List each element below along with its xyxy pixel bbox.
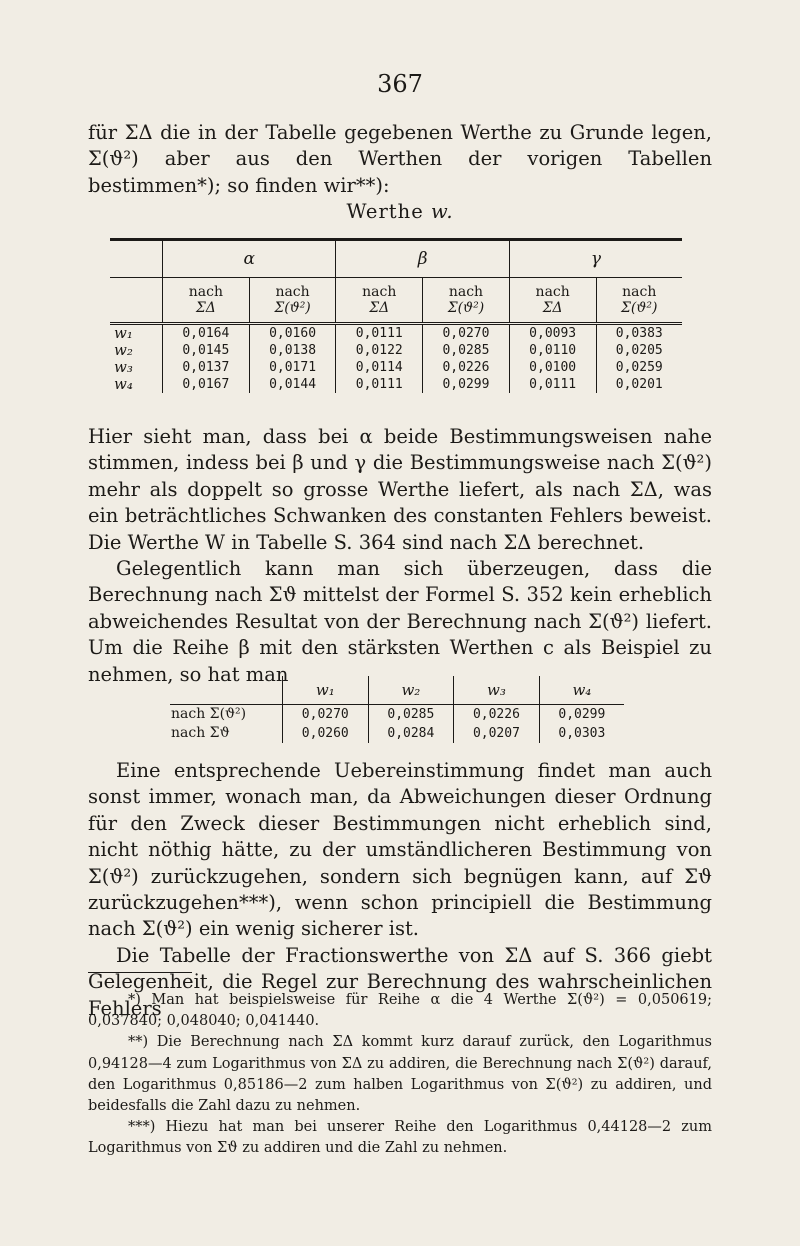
table-row: [110, 342, 682, 359]
group-header: α: [163, 240, 336, 278]
table-corner-sub: [110, 278, 163, 324]
werthe-w-table: [110, 238, 682, 393]
footnote-2: **) Die Berechnung nach ΣΔ kommt kurz darauf zurück, den Logarithmus 0,94128—4 zum Logarithmus von ΣΔ zu addiren, die Berechnung nach Σ(ϑ²) darauf, den Logarithmus 0,85186—2 zum halben Logarithmus von Σ(ϑ²) zu addiren, und beidesfalls die Zahl dazu zu nehmen.: [88, 1034, 712, 1115]
row-label: w₁: [114, 324, 133, 342]
table-cell: 0,0111: [336, 324, 423, 343]
row-label: w₂: [114, 341, 133, 359]
paragraph-intro-block: [88, 120, 712, 226]
table-cell: 0,0270: [423, 324, 510, 343]
table-cell: 0,0145: [163, 342, 250, 359]
row-label: nach Σϑ: [171, 725, 230, 741]
table-cell: 0,0122: [336, 342, 423, 359]
table-caption: [88, 199, 712, 225]
table-cell: 0,0259: [596, 359, 682, 376]
table-cell: 0,0284: [368, 724, 454, 743]
table-cell: 0,0160: [249, 324, 336, 343]
column-header: nach Σ(ϑ²): [596, 278, 682, 324]
column-header: w₁: [283, 676, 369, 705]
table-cell: 0,0093: [509, 324, 596, 343]
table-cell: 0,0167: [163, 376, 250, 393]
row-label: w₄: [114, 375, 133, 393]
table-row: [110, 324, 682, 343]
paragraph-example: Gelegentlich kann man sich überzeugen, dass die Berechnung nach Σϑ mittelst der Formel S. 352 kein erheblich abweichendes Resultat von der Berechnung nach Σ(ϑ²) liefert. Um die Reihe β mit den stärksten Werthen c als Beispiel zu nehmen, so hat man: [88, 557, 712, 686]
table-row: [170, 705, 624, 725]
table-cell: 0,0207: [454, 724, 540, 743]
table-row: [110, 376, 682, 393]
table-cell: 0,0137: [163, 359, 250, 376]
table-caption-prefix: Werthe: [346, 200, 431, 224]
group-header: γ: [509, 240, 682, 278]
paragraph-agreement-block: [88, 758, 712, 1022]
table-cell: 0,0299: [423, 376, 510, 393]
footnote-1: *) Man hat beispielsweise für Reihe α die 4 Werthe Σ(ϑ²) = 0,050619; 0,037840; 0,048040; 0,041440.: [88, 992, 712, 1030]
column-header: nach ΣΔ: [509, 278, 596, 324]
table-cell: 0,0111: [336, 376, 423, 393]
paragraph-agreement: Eine entsprechende Uebereinstimmung findet man auch sonst immer, wonach man, da Abweichungen dieser Ordnung für den Zweck dieser Bestimmungen nicht erheblich sind, nicht nöthig hätte, zu der umständlicheren Bestimmung von Σ(ϑ²) zurückzugehen, sondern sich begnügen kann, auf Σϑ zurückzugehen***), wenn schon principiell die Bestimmung nach Σ(ϑ²) ein wenig sicherer ist.: [88, 759, 712, 941]
column-header: nach ΣΔ: [163, 278, 250, 324]
row-label: nach Σ(ϑ²): [171, 706, 247, 722]
table-cell: 0,0270: [283, 705, 369, 725]
footnotes: [88, 990, 712, 1160]
column-header: w₃: [454, 676, 540, 705]
table-corner: [170, 676, 283, 705]
table-cell: 0,0114: [336, 359, 423, 376]
table-cell: 0,0171: [249, 359, 336, 376]
table-row: [110, 359, 682, 376]
table-cell: 0,0285: [423, 342, 510, 359]
table-cell: 0,0201: [596, 376, 682, 393]
table-cell: 0,0285: [368, 705, 454, 725]
table-cell: 0,0110: [509, 342, 596, 359]
table-caption-var: w.: [430, 200, 454, 224]
footnote-3: ***) Hiezu hat man bei unserer Reihe den Logarithmus 0,44128—2 zum Logarithmus von Σϑ zu addiren und die Zahl zu nehmen.: [88, 1119, 712, 1157]
paragraph-comparison-block: [88, 424, 712, 688]
column-header: w₄: [539, 676, 624, 705]
footnote-rule: [88, 972, 192, 973]
table-cell: 0,0303: [539, 724, 624, 743]
table-cell: 0,0260: [283, 724, 369, 743]
paragraph-intro: für ΣΔ die in der Tabelle gegebenen Werthe zu Grunde legen, Σ(ϑ²) aber aus den Werthen der vorigen Tabellen bestimmen*); so finden wir**):: [88, 121, 712, 197]
table-cell: 0,0111: [509, 376, 596, 393]
paragraph-fraction-table: Die Tabelle der Fractionswerthe von ΣΔ auf S. 366 giebt Gelegenheit, die Regel zur Berechnung des wahrscheinlichen Fehlers: [88, 943, 712, 1020]
table-corner: [110, 240, 163, 278]
table-cell: 0,0144: [249, 376, 336, 393]
column-header: nach Σ(ϑ²): [249, 278, 336, 324]
table-cell: 0,0164: [163, 324, 250, 343]
row-label: w₃: [114, 358, 133, 376]
table-cell: 0,0226: [423, 359, 510, 376]
table-row: [170, 724, 624, 743]
column-header: w₂: [368, 676, 454, 705]
table-cell: 0,0205: [596, 342, 682, 359]
table-cell: 0,0299: [539, 705, 624, 725]
table-cell: 0,0226: [454, 705, 540, 725]
paragraph-comparison: Hier sieht man, dass bei α beide Bestimmungsweisen nahe stimmen, indess bei β und γ die Bestimmungsweise nach Σ(ϑ²) mehr als doppelt so grosse Werthe liefert, als nach ΣΔ, was ein beträchtliches Schwanken des constanten Fehlers beweist. Die Werthe W in Tabelle S. 364 sind nach ΣΔ berechnet.: [88, 425, 712, 554]
column-header: nach Σ(ϑ²): [423, 278, 510, 324]
page-number: 367: [377, 70, 423, 98]
group-header: β: [336, 240, 509, 278]
table-cell: 0,0100: [509, 359, 596, 376]
table-cell: 0,0383: [596, 324, 682, 343]
table-cell: 0,0138: [249, 342, 336, 359]
comparison-table: [170, 676, 624, 743]
column-header: nach ΣΔ: [336, 278, 423, 324]
